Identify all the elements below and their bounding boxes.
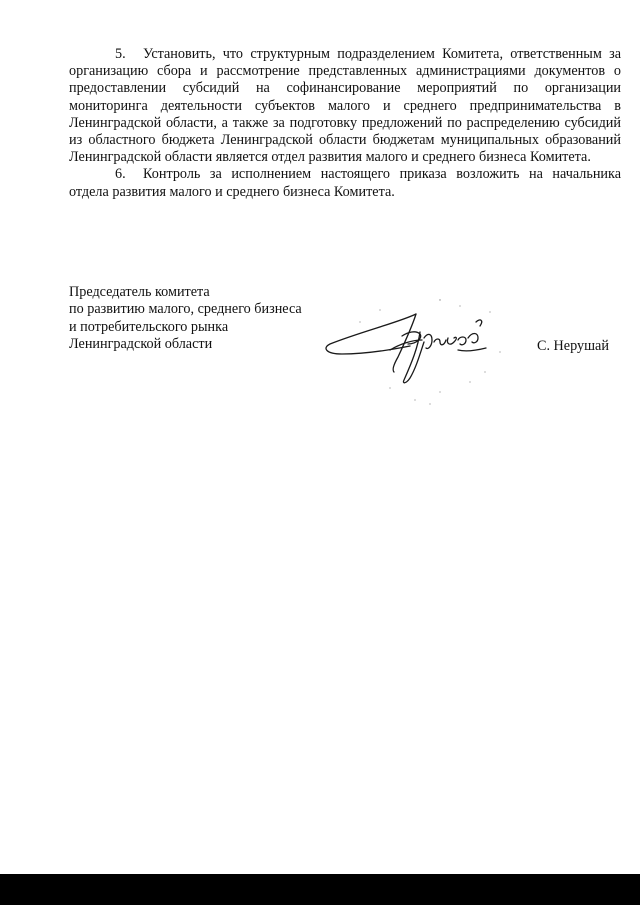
paragraph-6 (69, 166, 621, 200)
signatory-title-line: по развитию малого, среднего бизнеса (69, 301, 302, 318)
signatory-title-line: Председатель комитета (69, 284, 210, 300)
handwritten-signature (320, 292, 520, 412)
paragraph-text: Установить, что структурным подразделением Комитета, ответственным за организацию сбора и рассмотрение представленных администрациями документов о предоставлении субсидий на софинансирование мероприятий по организации мониторинга деятельности субъектов малого и среднего предпринимательства в Ленинградской области, а также за подготовку предложений по распределению субсидий из областного бюджета Ленинградской области бюджетам муниципальных образований Ленинградской области является отдел развития малого и среднего бизнеса Комитета. (69, 46, 621, 166)
scan-border-bottom (0, 874, 640, 905)
signatory-title-line: Ленинградской области (69, 336, 213, 353)
paragraph-number: 6. (115, 166, 126, 183)
signatory-name: С. Нерушай (537, 338, 609, 354)
paragraph-number: 5. (115, 46, 126, 62)
document-body (69, 46, 621, 201)
paragraph-5 (69, 46, 621, 166)
signatory-title-line: и потребительского рынка (69, 318, 229, 335)
paragraph-text: Контроль за исполнением настоящего приказа возложить на начальника отдела развития малого и среднего бизнеса Комитета. (69, 166, 621, 200)
